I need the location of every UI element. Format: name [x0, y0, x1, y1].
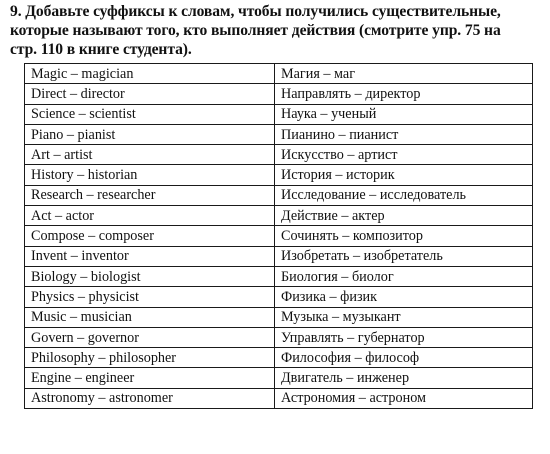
russian-translation-cell: Сочинять – композитор: [275, 226, 533, 246]
english-word-pair-cell: Piano – pianist: [25, 124, 275, 144]
table-row: [25, 104, 533, 124]
russian-translation-cell: Направлять – директор: [275, 84, 533, 104]
task-heading-line: которые называют того, кто выполняет действия (смотрите упр. 75 на: [10, 22, 501, 39]
english-word-pair-cell: Govern – governor: [25, 327, 275, 347]
russian-translation-cell: Управлять – губернатор: [275, 327, 533, 347]
russian-translation-cell: Двигатель – инженер: [275, 368, 533, 388]
russian-translation-cell: Музыка – музыкант: [275, 307, 533, 327]
table-row: [25, 145, 533, 165]
russian-translation-cell: Исследование – исследователь: [275, 185, 533, 205]
vocabulary-table-body: [25, 64, 533, 409]
table-row: [25, 124, 533, 144]
english-word-pair-cell: Physics – physicist: [25, 287, 275, 307]
russian-translation-cell: Биология – биолог: [275, 266, 533, 286]
russian-translation-cell: История – историк: [275, 165, 533, 185]
russian-translation-cell: Действие – актер: [275, 206, 533, 226]
table-row: [25, 84, 533, 104]
english-word-pair-cell: Direct – director: [25, 84, 275, 104]
english-word-pair-cell: Research – researcher: [25, 185, 275, 205]
russian-translation-cell: Философия – философ: [275, 348, 533, 368]
english-word-pair-cell: Act – actor: [25, 206, 275, 226]
english-word-pair-cell: Philosophy – philosopher: [25, 348, 275, 368]
russian-translation-cell: Магия – маг: [275, 64, 533, 84]
table-row: [25, 266, 533, 286]
table-row: [25, 368, 533, 388]
russian-translation-cell: Физика – физик: [275, 287, 533, 307]
english-word-pair-cell: Compose – composer: [25, 226, 275, 246]
english-word-pair-cell: Art – artist: [25, 145, 275, 165]
table-row: [25, 165, 533, 185]
table-row: [25, 226, 533, 246]
task-heading-line: стр. 110 в книге студента).: [10, 41, 192, 58]
russian-translation-cell: Искусство – артист: [275, 145, 533, 165]
russian-translation-cell: Астрономия – астроном: [275, 388, 533, 408]
table-row: [25, 185, 533, 205]
english-word-pair-cell: Biology – biologist: [25, 266, 275, 286]
english-word-pair-cell: Science – scientist: [25, 104, 275, 124]
task-heading: [10, 2, 542, 59]
table-row: [25, 206, 533, 226]
task-heading-line: 9. Добавьте суффиксы к словам, чтобы получились существительные,: [10, 3, 501, 20]
table-row: [25, 388, 533, 408]
table-row: [25, 327, 533, 347]
english-word-pair-cell: Engine – engineer: [25, 368, 275, 388]
table-row: [25, 246, 533, 266]
english-word-pair-cell: Astronomy – astronomer: [25, 388, 275, 408]
english-word-pair-cell: History – historian: [25, 165, 275, 185]
table-row: [25, 64, 533, 84]
english-word-pair-cell: Music – musician: [25, 307, 275, 327]
english-word-pair-cell: Invent – inventor: [25, 246, 275, 266]
table-row: [25, 287, 533, 307]
table-row: [25, 348, 533, 368]
russian-translation-cell: Наука – ученый: [275, 104, 533, 124]
english-word-pair-cell: Magic – magician: [25, 64, 275, 84]
vocabulary-table: [24, 63, 533, 409]
russian-translation-cell: Изобретать – изобретатель: [275, 246, 533, 266]
table-row: [25, 307, 533, 327]
russian-translation-cell: Пианино – пианист: [275, 124, 533, 144]
